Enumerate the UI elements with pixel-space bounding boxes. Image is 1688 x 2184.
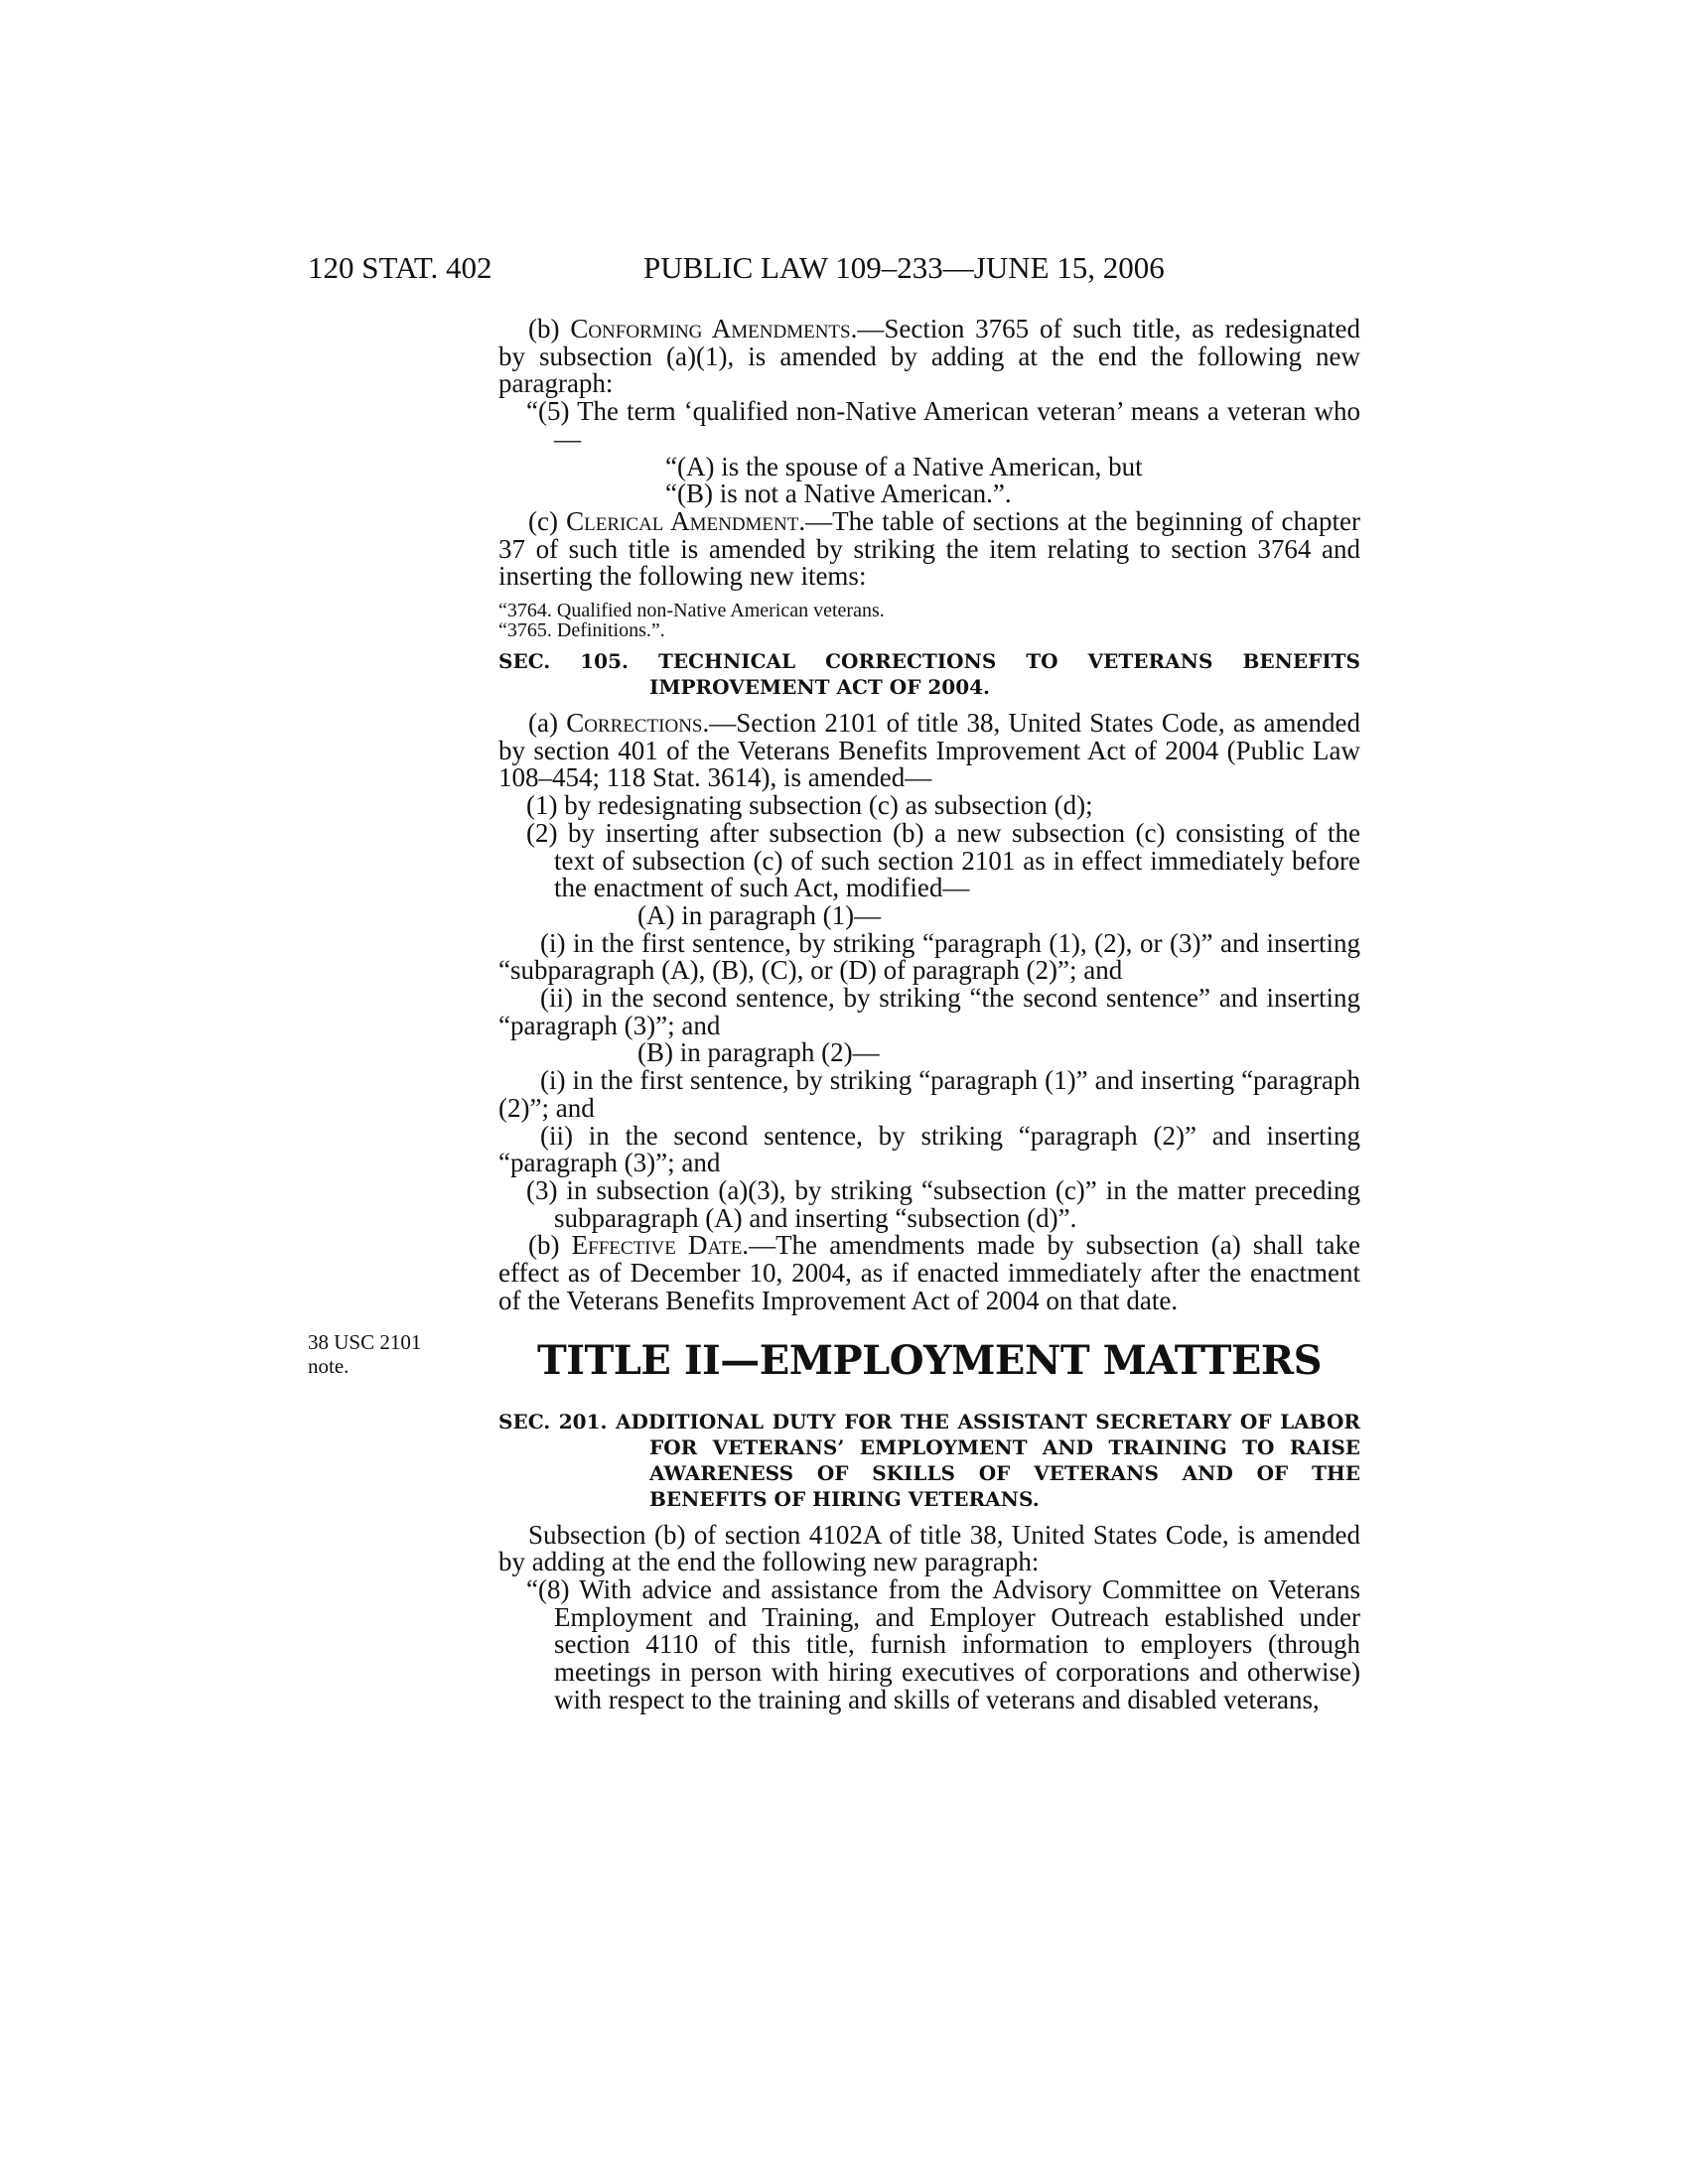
paragraph-heading: Conforming Amendments. xyxy=(570,314,858,343)
quoted-paragraph-5: “(5) The term ‘qualified non-Native American veteran’ means a veteran who— xyxy=(526,396,1360,454)
margin-note-label: note. xyxy=(308,1354,350,1378)
paragraph-text: —The table of sections at the beginning of chapter 37 of such title is amended by striking the item relating to section 3764 and inserting the following new items: xyxy=(498,505,1361,592)
paragraph-label: (a) xyxy=(528,708,567,739)
document-body xyxy=(498,316,1360,1713)
paragraph-heading: Effective Date. xyxy=(571,1230,750,1261)
section-title: TECHNICAL CORRECTIONS TO VETERANS BENEFITS IMPROVEMENT ACT OF 2004. xyxy=(649,649,1360,700)
stat-page-number: 120 STAT. 402 xyxy=(308,250,492,285)
subparagraph-a2a: (A) in paragraph (1)— xyxy=(637,899,882,930)
section-number: SEC. 105. xyxy=(498,649,659,674)
paragraph-label: (b) xyxy=(528,314,571,343)
paragraph-heading: Corrections. xyxy=(566,708,710,739)
clause-a2b-i: (i) in the first sentence, by striking “paragraph (1)” and inserting “paragraph (2)”; and xyxy=(498,1065,1360,1123)
paragraph-a1: (1) by redesignating subsection (c) as subsection (d); xyxy=(526,790,1093,821)
toc-item: “3765. Definitions.”. xyxy=(498,619,665,642)
section-number: SEC. 201. xyxy=(498,1409,617,1433)
paragraph-a3: (3) in subsection (a)(3), by striking “subsection (c)” in the matter preceding subparagraph (A) and inserting “subsection (d)”. xyxy=(526,1174,1360,1233)
paragraph-label: (c) xyxy=(528,505,567,536)
paragraph-text: —Section 3765 of such title, as redesignated by subsection (a)(1), is amended by adding at the end the following new paragraph: xyxy=(498,314,1361,399)
paragraph-a2: (2) by inserting after subsection (b) a new subsection (c) consisting of the text of subsection (c) of such section 2101 as in effect immediately before the enactment of such Act, modified— xyxy=(526,817,1360,903)
quoted-subparagraph-a: “(A) is the spouse of a Native American, but xyxy=(665,451,1143,481)
margin-note-citation: 38 USC 2101 xyxy=(308,1330,422,1354)
clause-a2b-ii: (ii) in the second sentence, by striking “paragraph (2)” and inserting “paragraph (3)”; and xyxy=(498,1120,1360,1178)
paragraph-heading: Clerical Amendment. xyxy=(566,505,806,536)
paragraph-conforming-amendments xyxy=(498,316,1360,398)
quoted-subparagraph-b: “(B) is not a Native American.”. xyxy=(665,478,1012,509)
title-heading: TITLE II—EMPLOYMENT MATTERS xyxy=(537,1336,1322,1384)
paragraph-text: —Section 2101 of title 38, United States Code, as amended by section 401 of the Veterans Benefits Improvement Act of 2004 (Public Law 108–454; 118 Stat. 3614), is amended— xyxy=(498,708,1361,793)
section-title: ADDITIONAL DUTY FOR THE ASSISTANT SECRETARY OF LABOR FOR VETERANS’ EMPLOYMENT AND TRAINING TO RAISE AWARENESS OF SKILLS OF VETERANS AND OF THE BENEFITS OF HIRING VETERANS. xyxy=(616,1409,1360,1511)
paragraph-section-201: Subsection (b) of section 4102A of title 38, United States Code, is amended by adding at the end the following new paragraph: xyxy=(498,1519,1360,1577)
paragraph-clerical-amendment xyxy=(498,505,1361,592)
paragraph-text: —The amendments made by subsection (a) shall take effect as of December 10, 2004, as if enacted immediately after the enactment of the Veterans Benefits Improvement Act of 2004 on that date. xyxy=(498,1230,1361,1315)
paragraph-effective-date xyxy=(498,1232,1360,1314)
toc-item: “3764. Qualified non-Native American veterans. xyxy=(498,600,885,622)
clause-a2a-ii: (ii) in the second sentence, by striking “the second sentence” and inserting “paragraph (3)”; and xyxy=(498,983,1360,1040)
subparagraph-a2b: (B) in paragraph (2)— xyxy=(637,1037,880,1068)
clause-a2a-i: (i) in the first sentence, by striking “paragraph (1), (2), or (3)” and inserting “subparagraph (A), (B), (C), or (D) of paragraph (2)”; and xyxy=(498,927,1360,986)
quoted-paragraph-8: “(8) With advice and assistance from the Advisory Committee on Veterans Employment and Training, and Employer Outreach established under section 4110 of this title, furnish information to employers (through meetings in person with hiring executives of corporations and otherwise) with respect to the training and skills of veterans and disabled veterans, xyxy=(526,1573,1360,1714)
section-heading-201 xyxy=(498,1409,1360,1512)
public-law-citation: PUBLIC LAW 109–233—JUNE 15, 2006 xyxy=(643,250,1165,285)
paragraph-label: (b) xyxy=(528,1230,572,1261)
paragraph-corrections xyxy=(498,710,1360,792)
section-heading-105 xyxy=(498,648,1360,700)
margin-note xyxy=(308,1330,467,1378)
table-of-sections xyxy=(498,601,1360,640)
